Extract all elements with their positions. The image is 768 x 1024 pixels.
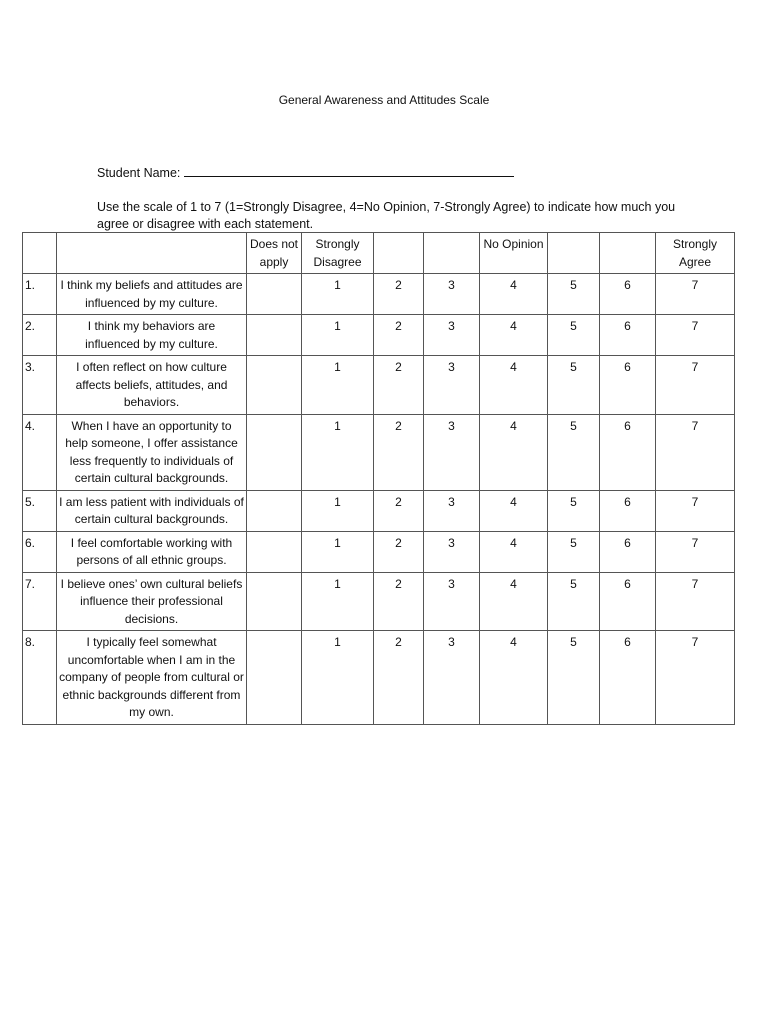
rating-option-4[interactable]: 4 <box>480 531 548 572</box>
rating-option-5[interactable]: 5 <box>548 356 600 415</box>
row-statement: I am less patient with individuals of certain cultural backgrounds. <box>57 490 247 531</box>
rating-option-3[interactable]: 3 <box>424 356 480 415</box>
header-strongly-agree: Strongly Agree <box>656 233 735 274</box>
row-number: 8. <box>23 631 57 725</box>
row-number: 1. <box>23 274 57 315</box>
does-not-apply-cell[interactable] <box>247 531 302 572</box>
rating-option-1[interactable]: 1 <box>302 572 374 631</box>
rating-option-7[interactable]: 7 <box>656 631 735 725</box>
rating-option-5[interactable]: 5 <box>548 631 600 725</box>
rating-option-7[interactable]: 7 <box>656 572 735 631</box>
rating-option-2[interactable]: 2 <box>374 315 424 356</box>
table-row <box>23 572 735 631</box>
rating-option-7[interactable]: 7 <box>656 531 735 572</box>
row-number: 5. <box>23 490 57 531</box>
does-not-apply-cell[interactable] <box>247 490 302 531</box>
rating-option-2[interactable]: 2 <box>374 490 424 531</box>
row-statement: I often reflect on how culture affects beliefs, attitudes, and behaviors. <box>57 356 247 415</box>
rating-option-4[interactable]: 4 <box>480 631 548 725</box>
page-title: General Awareness and Attitudes Scale <box>278 93 490 107</box>
row-statement: I feel comfortable working with persons of all ethnic groups. <box>57 531 247 572</box>
header-5 <box>548 233 600 274</box>
rating-option-6[interactable]: 6 <box>600 572 656 631</box>
rating-option-7[interactable]: 7 <box>656 490 735 531</box>
row-number: 7. <box>23 572 57 631</box>
table-row <box>23 356 735 415</box>
does-not-apply-cell[interactable] <box>247 274 302 315</box>
row-statement: When I have an opportunity to help someone, I offer assistance less frequently to individuals of certain cultural backgrounds. <box>57 414 247 490</box>
header-strongly-disagree: Strongly Disagree <box>302 233 374 274</box>
rating-option-7[interactable]: 7 <box>656 274 735 315</box>
does-not-apply-cell[interactable] <box>247 572 302 631</box>
does-not-apply-cell[interactable] <box>247 356 302 415</box>
rating-option-3[interactable]: 3 <box>424 274 480 315</box>
rating-option-2[interactable]: 2 <box>374 631 424 725</box>
instructions: Use the scale of 1 to 7 (1=Strongly Disagree, 4=No Opinion, 7-Strongly Agree) to indicate how much you agree or disagree with each statement. <box>97 200 676 231</box>
header-statement <box>57 233 247 274</box>
rating-option-5[interactable]: 5 <box>548 274 600 315</box>
rating-option-6[interactable]: 6 <box>600 531 656 572</box>
rating-option-6[interactable]: 6 <box>600 356 656 415</box>
rating-option-1[interactable]: 1 <box>302 490 374 531</box>
rating-option-5[interactable]: 5 <box>548 531 600 572</box>
rating-option-7[interactable]: 7 <box>656 414 735 490</box>
rating-option-1[interactable]: 1 <box>302 631 374 725</box>
rating-option-6[interactable]: 6 <box>600 414 656 490</box>
student-name-field[interactable] <box>184 164 514 177</box>
does-not-apply-cell[interactable] <box>247 631 302 725</box>
header-row <box>23 233 735 274</box>
student-name-line <box>97 164 514 180</box>
header-6 <box>600 233 656 274</box>
rating-option-1[interactable]: 1 <box>302 356 374 415</box>
row-number: 6. <box>23 531 57 572</box>
rating-option-1[interactable]: 1 <box>302 531 374 572</box>
rating-option-6[interactable]: 6 <box>600 490 656 531</box>
rating-option-4[interactable]: 4 <box>480 572 548 631</box>
rating-option-3[interactable]: 3 <box>424 490 480 531</box>
table-row <box>23 414 735 490</box>
rating-option-2[interactable]: 2 <box>374 531 424 572</box>
table-row <box>23 531 735 572</box>
rating-option-1[interactable]: 1 <box>302 414 374 490</box>
rating-option-3[interactable]: 3 <box>424 315 480 356</box>
does-not-apply-cell[interactable] <box>247 414 302 490</box>
rating-option-7[interactable]: 7 <box>656 315 735 356</box>
rating-option-4[interactable]: 4 <box>480 490 548 531</box>
rating-option-4[interactable]: 4 <box>480 315 548 356</box>
rating-option-3[interactable]: 3 <box>424 631 480 725</box>
rating-option-1[interactable]: 1 <box>302 274 374 315</box>
rating-option-4[interactable]: 4 <box>480 274 548 315</box>
rating-option-5[interactable]: 5 <box>548 572 600 631</box>
rating-option-5[interactable]: 5 <box>548 315 600 356</box>
rating-option-2[interactable]: 2 <box>374 356 424 415</box>
table-row <box>23 274 735 315</box>
rating-option-3[interactable]: 3 <box>424 414 480 490</box>
rating-option-5[interactable]: 5 <box>548 414 600 490</box>
row-statement: I think my beliefs and attitudes are influenced by my culture. <box>57 274 247 315</box>
rating-option-3[interactable]: 3 <box>424 572 480 631</box>
row-statement: I typically feel somewhat uncomfortable when I am in the company of people from cultural or ethnic backgrounds different from my own. <box>57 631 247 725</box>
does-not-apply-cell[interactable] <box>247 315 302 356</box>
rating-option-2[interactable]: 2 <box>374 274 424 315</box>
student-name-label: Student Name: <box>97 166 181 180</box>
table-row <box>23 315 735 356</box>
header-3 <box>424 233 480 274</box>
header-no-opinion: No Opinion <box>480 233 548 274</box>
rating-table <box>22 232 735 725</box>
header-does-not-apply: Does not apply <box>247 233 302 274</box>
table-row <box>23 631 735 725</box>
rating-option-5[interactable]: 5 <box>548 490 600 531</box>
rating-option-6[interactable]: 6 <box>600 315 656 356</box>
header-num <box>23 233 57 274</box>
header-2 <box>374 233 424 274</box>
rating-option-6[interactable]: 6 <box>600 274 656 315</box>
rating-option-2[interactable]: 2 <box>374 414 424 490</box>
rating-option-2[interactable]: 2 <box>374 572 424 631</box>
rating-option-6[interactable]: 6 <box>600 631 656 725</box>
rating-option-1[interactable]: 1 <box>302 315 374 356</box>
row-number: 2. <box>23 315 57 356</box>
row-number: 4. <box>23 414 57 490</box>
row-statement: I think my behaviors are influenced by my culture. <box>57 315 247 356</box>
row-statement: I believe ones’ own cultural beliefs influence their professional decisions. <box>57 572 247 631</box>
rating-option-4[interactable]: 4 <box>480 356 548 415</box>
table-row <box>23 490 735 531</box>
row-number: 3. <box>23 356 57 415</box>
rating-option-4[interactable]: 4 <box>480 414 548 490</box>
rating-option-7[interactable]: 7 <box>656 356 735 415</box>
rating-option-3[interactable]: 3 <box>424 531 480 572</box>
